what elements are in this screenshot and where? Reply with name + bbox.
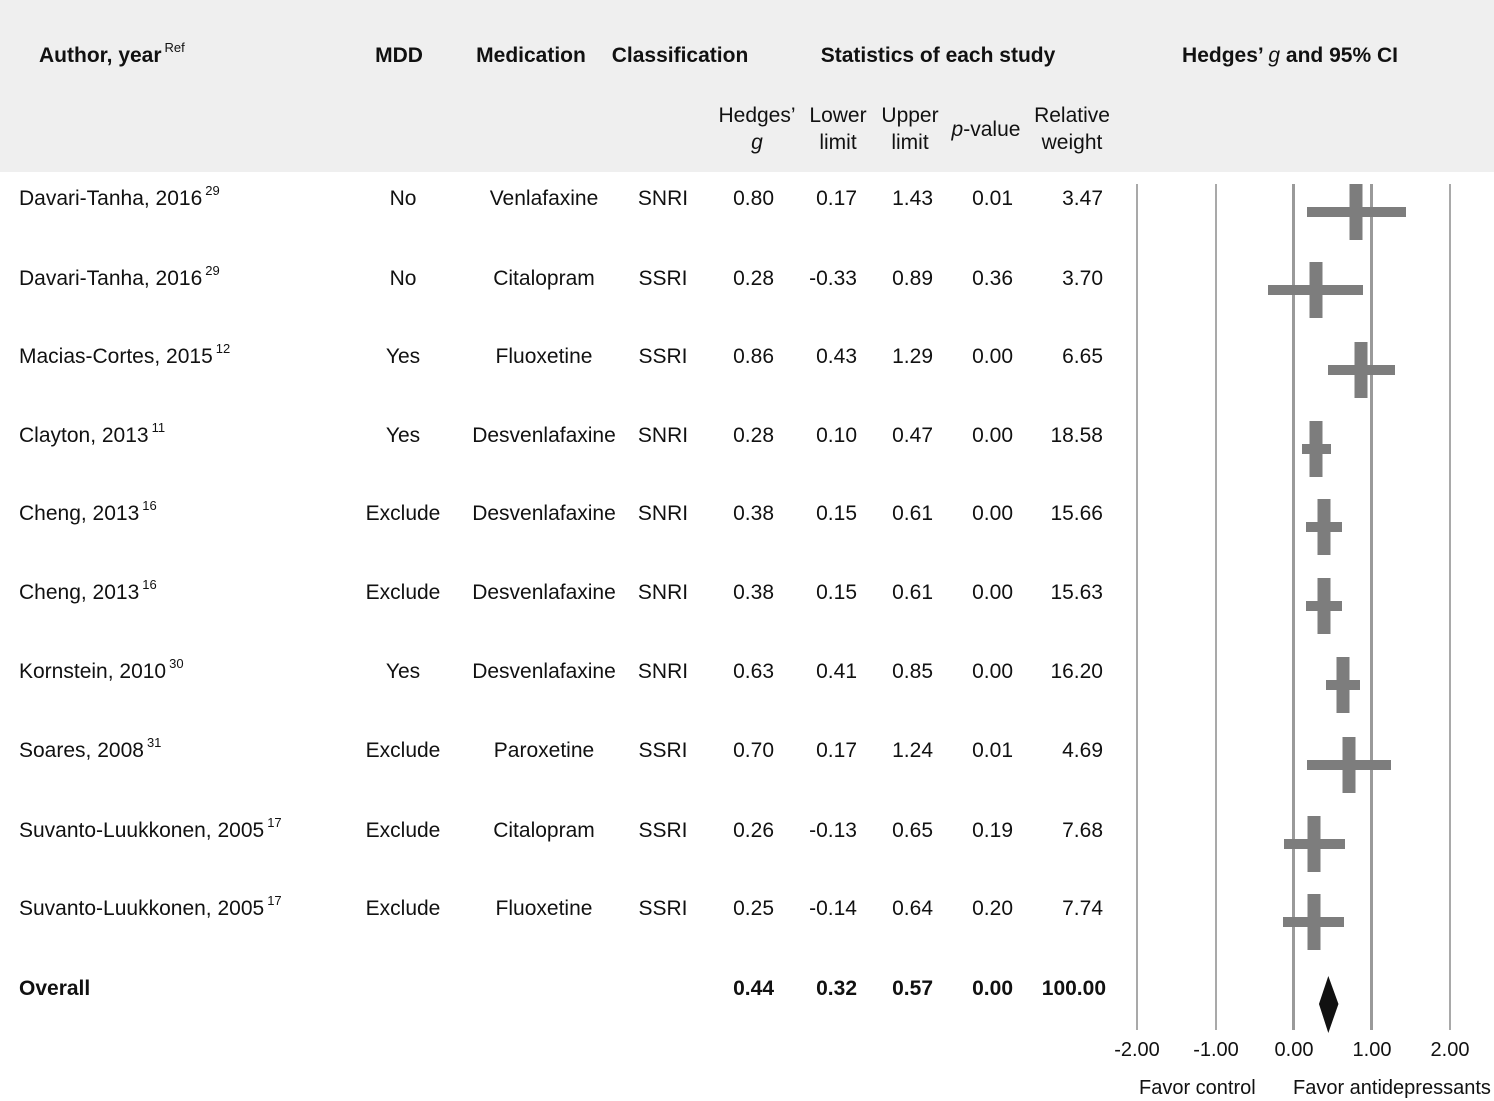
lower-cell: 0.17 [816, 739, 857, 762]
upper-cell: 0.65 [892, 819, 933, 842]
author-year-cell: Davari-Tanha, 2016 $^{29}$ [19, 183, 220, 210]
author-year-cell: Clayton, 2013 $^{11}$ [19, 420, 166, 447]
reference-superscript: 11 [151, 420, 166, 435]
header-classification: Classification [611, 44, 749, 67]
reference-superscript: 12 [215, 341, 231, 356]
g-cell: 0.28 [733, 424, 774, 447]
weight-cell: 16.20 [1050, 660, 1103, 683]
mdd-cell: No [389, 267, 417, 290]
favor-control-label: Favor control [1139, 1077, 1256, 1099]
g-cell: 0.80 [733, 187, 774, 210]
header-stats-group: Statistics of each study [820, 44, 1056, 67]
class-cell: SNRI [637, 581, 689, 604]
lower-cell: -0.33 [809, 267, 857, 290]
header-upper-limit: Upper limit [881, 104, 939, 154]
weight-cell: 7.68 [1062, 819, 1103, 842]
p-cell: 0.00 [972, 345, 1013, 368]
header-medication: Medication [476, 44, 586, 67]
medication-cell: Citalopram [493, 267, 595, 290]
medication-cell: Desvenlafaxine [472, 502, 616, 525]
upper-cell: 0.64 [892, 897, 933, 920]
lower-cell: 0.15 [816, 581, 857, 604]
g-cell: 0.86 [733, 345, 774, 368]
medication-cell: Desvenlafaxine [472, 660, 616, 683]
medication-cell: Desvenlafaxine [472, 424, 616, 447]
author-year-cell: Davari-Tanha, 2016 $^{29}$ [19, 263, 220, 290]
favor-antidepressants-label: Favor antidepressants [1293, 1077, 1491, 1099]
reference-superscript: 29 [205, 183, 220, 198]
author-year-cell: Suvanto-Luukkonen, 2005 $^{17}$ [19, 815, 282, 842]
upper-cell: 1.43 [892, 187, 933, 210]
reference-superscript: 17 [267, 893, 282, 908]
upper-cell: 1.29 [892, 345, 933, 368]
overall-p-cell: 0.00 [972, 977, 1013, 1000]
p-cell: 0.01 [972, 739, 1013, 762]
weight-cell: 7.74 [1062, 897, 1103, 920]
mdd-cell: Yes [385, 424, 421, 447]
lower-cell: 0.15 [816, 502, 857, 525]
header-mdd: MDD [375, 44, 423, 67]
p-cell: 0.19 [972, 819, 1013, 842]
header-author-year: Author, year $^{Ref}$ [39, 40, 185, 67]
medication-cell: Fluoxetine [495, 345, 593, 368]
p-cell: 0.00 [972, 581, 1013, 604]
medication-cell: Venlafaxine [489, 187, 599, 210]
author-year-cell: Cheng, 2013 $^{16}$ [19, 498, 157, 525]
lower-cell: 0.17 [816, 187, 857, 210]
g-cell: 0.38 [733, 581, 774, 604]
weight-cell: 3.70 [1062, 267, 1103, 290]
reference-superscript: 31 [146, 735, 162, 750]
upper-cell: 1.24 [892, 739, 933, 762]
reference-superscript: 30 [169, 656, 184, 671]
class-cell: SSRI [638, 897, 688, 920]
p-cell: 0.00 [972, 502, 1013, 525]
tick-plus-1: 1.00 [1352, 1039, 1392, 1061]
reference-superscript: 29 [205, 263, 220, 278]
weight-cell: 15.63 [1050, 581, 1103, 604]
lower-cell: -0.13 [809, 819, 857, 842]
g-cell: 0.63 [733, 660, 774, 683]
lower-cell: -0.14 [809, 897, 857, 920]
medication-cell: Citalopram [493, 819, 595, 842]
mdd-cell: Yes [385, 660, 421, 683]
mdd-cell: No [389, 187, 417, 210]
lower-cell: 0.43 [816, 345, 857, 368]
tick-minus-2: -2.00 [1114, 1039, 1160, 1061]
overall-upper-cell: 0.57 [892, 977, 933, 1000]
author-year-cell: Macias-Cortes, 2015 $^{12}$ [19, 341, 231, 368]
weight-cell: 4.69 [1062, 739, 1103, 762]
tick-zero: 0.00 [1274, 1039, 1314, 1061]
class-cell: SNRI [637, 660, 689, 683]
overall-lower-cell: 0.32 [816, 977, 857, 1000]
medication-cell: Desvenlafaxine [472, 581, 616, 604]
p-cell: 0.00 [972, 660, 1013, 683]
upper-cell: 0.47 [892, 424, 933, 447]
upper-cell: 0.61 [892, 502, 933, 525]
weight-cell: 3.47 [1062, 187, 1103, 210]
upper-cell: 0.61 [892, 581, 933, 604]
class-cell: SSRI [638, 345, 688, 368]
upper-cell: 0.89 [892, 267, 933, 290]
g-cell: 0.26 [733, 819, 774, 842]
lower-cell: 0.10 [816, 424, 857, 447]
header-p-value: p-value [951, 118, 1021, 141]
mdd-cell: Exclude [365, 502, 441, 525]
mdd-cell: Exclude [365, 739, 441, 762]
class-cell: SNRI [637, 187, 689, 210]
weight-cell: 15.66 [1050, 502, 1103, 525]
class-cell: SNRI [637, 502, 689, 525]
header-relative-weight: Relative weight [1034, 104, 1110, 154]
class-cell: SSRI [638, 739, 688, 762]
mdd-cell: Exclude [365, 581, 441, 604]
p-cell: 0.00 [972, 424, 1013, 447]
g-cell: 0.28 [733, 267, 774, 290]
header-hedges-g: Hedges’ g [718, 104, 796, 154]
mdd-cell: Yes [385, 345, 421, 368]
author-year-cell: Soares, 2008 $^{31}$ [19, 735, 162, 762]
author-year-cell: Suvanto-Luukkonen, 2005 $^{17}$ [19, 893, 282, 920]
mdd-cell: Exclude [365, 819, 441, 842]
reference-superscript: 16 [142, 498, 157, 513]
class-cell: SSRI [638, 267, 688, 290]
g-cell: 0.70 [733, 739, 774, 762]
mdd-cell: Exclude [365, 897, 441, 920]
overall-label: Overall [19, 977, 91, 1000]
medication-cell: Fluoxetine [495, 897, 593, 920]
weight-cell: 18.58 [1050, 424, 1103, 447]
p-cell: 0.01 [972, 187, 1013, 210]
overall-g-cell: 0.44 [733, 977, 774, 1000]
author-year-cell: Cheng, 2013 $^{16}$ [19, 577, 157, 604]
reference-superscript: 16 [142, 577, 157, 592]
g-cell: 0.25 [733, 897, 774, 920]
upper-cell: 0.85 [892, 660, 933, 683]
p-cell: 0.36 [972, 267, 1013, 290]
author-year-cell: Kornstein, 2010 $^{30}$ [19, 656, 184, 683]
lower-cell: 0.41 [816, 660, 857, 683]
g-cell: 0.38 [733, 502, 774, 525]
overall-weight-cell: 100.00 [1041, 977, 1106, 1000]
tick-minus-1: -1.00 [1193, 1039, 1239, 1061]
class-cell: SSRI [638, 819, 688, 842]
p-cell: 0.20 [972, 897, 1013, 920]
header-plot-title: Hedges’ g and 95% CI [1182, 44, 1398, 67]
header-ref-superscript: Ref [164, 40, 185, 55]
header-lower-limit: Lower limit [809, 104, 867, 154]
reference-superscript: 17 [267, 815, 282, 830]
medication-cell: Paroxetine [493, 739, 595, 762]
class-cell: SNRI [637, 424, 689, 447]
weight-cell: 6.65 [1062, 345, 1103, 368]
tick-plus-2: 2.00 [1430, 1039, 1470, 1061]
